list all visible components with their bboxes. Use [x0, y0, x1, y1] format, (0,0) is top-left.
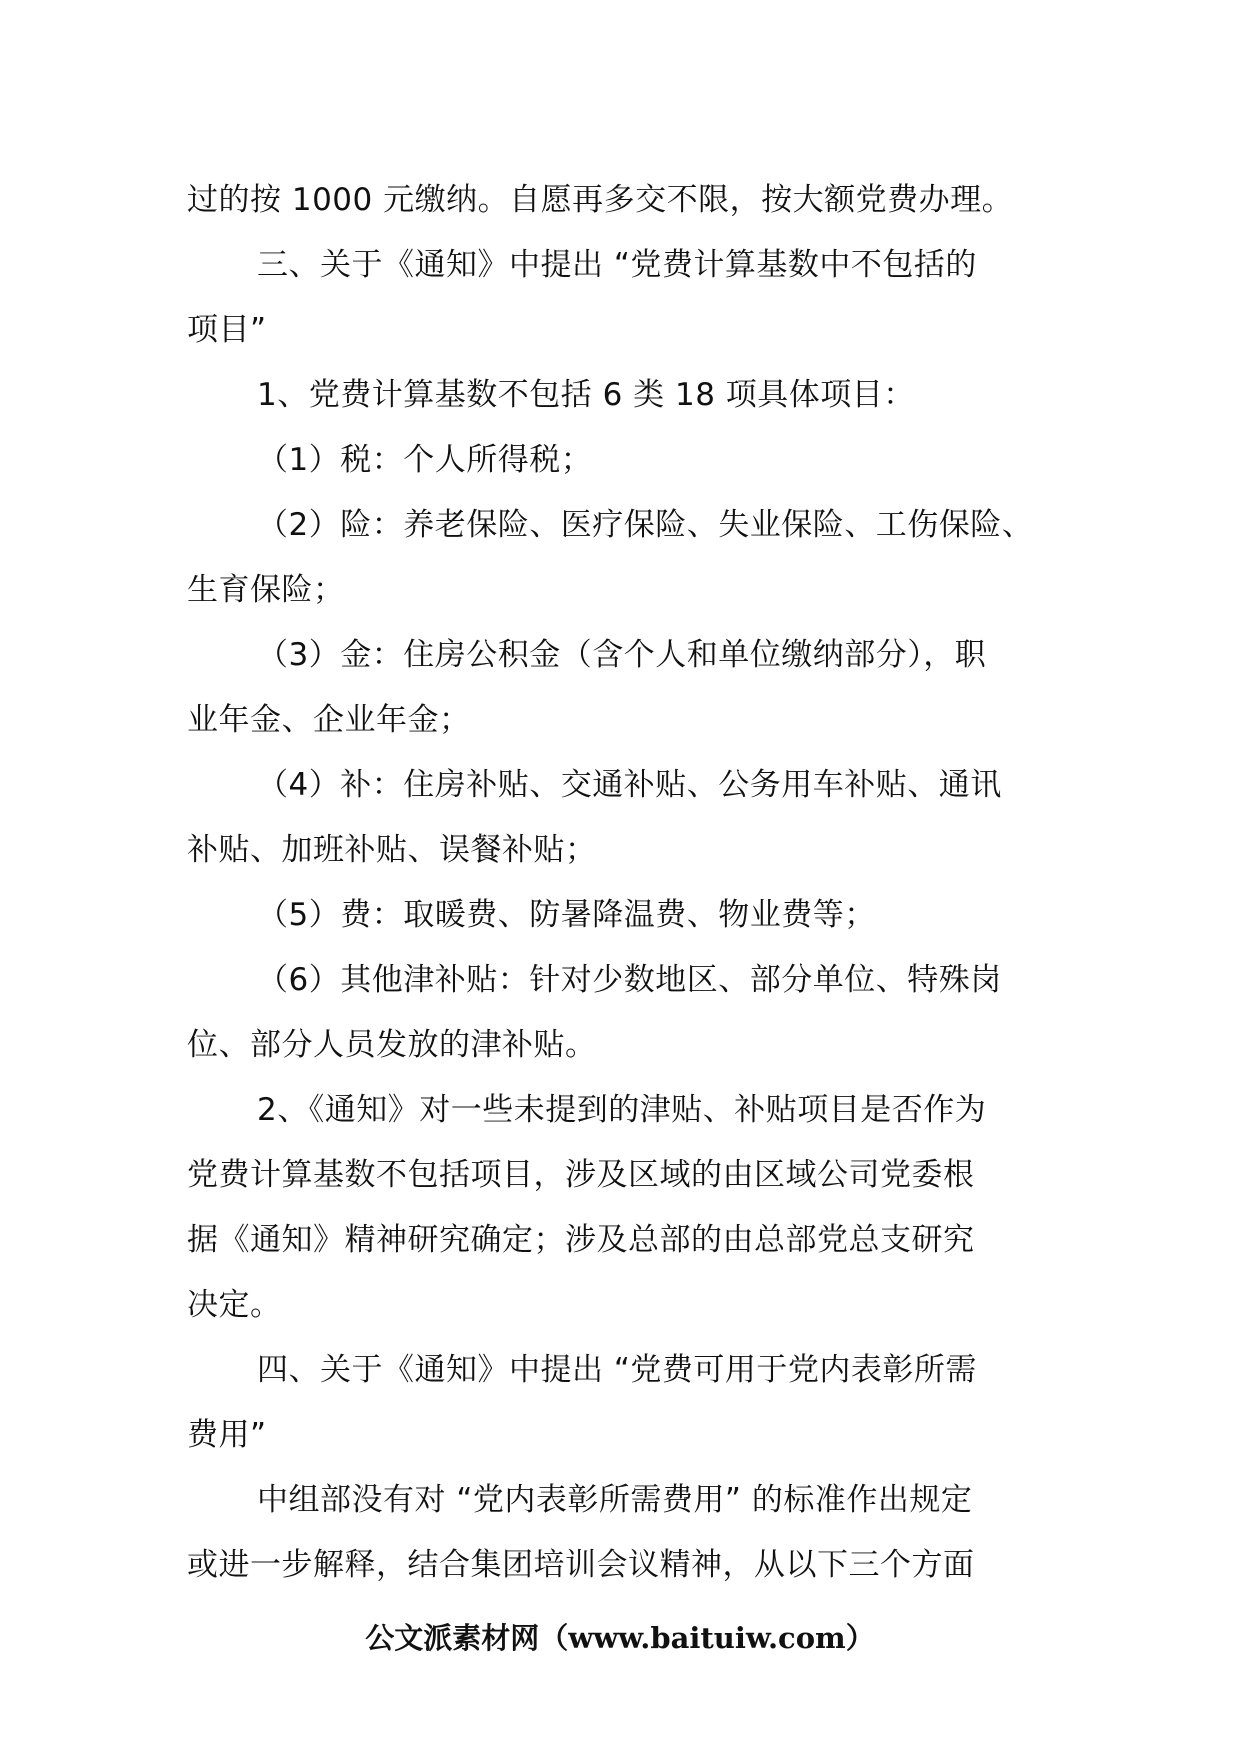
- sub-item-tax: （1）税：个人所得税；: [257, 442, 593, 478]
- footer-watermark: 公文派素材网（www.baituiw.com）: [365, 1621, 875, 1655]
- sub-item-subsidy: （4）补：住房补贴、交通补贴、公务用车补贴、通讯: [257, 767, 1002, 803]
- paragraph-start: 中组部没有对 “党内表彰所需费用” 的标准作出规定: [257, 1482, 973, 1518]
- sub-item-insurance: （2）险：养老保险、医疗保险、失业保险、工伤保险、: [257, 507, 1034, 543]
- list-item-2: 2、《通知》对一些未提到的津贴、补贴项目是否作为: [257, 1092, 987, 1128]
- section-heading-4: 四、关于《通知》中提出 “党费可用于党内表彰所需: [257, 1352, 977, 1388]
- text-line: 据《通知》精神研究确定；涉及总部的由总部党总支研究: [187, 1222, 975, 1258]
- sub-item-other: （6）其他津补贴：针对少数地区、部分单位、特殊岗: [257, 962, 1002, 998]
- document-body: [187, 168, 1067, 1598]
- text-line: 生育保险；: [187, 572, 345, 608]
- sub-item-fund: （3）金：住房公积金（含个人和单位缴纳部分），职: [257, 637, 987, 673]
- text-line: 费用”: [187, 1417, 267, 1453]
- text-line: 业年金、企业年金；: [187, 702, 471, 738]
- text-line: 项目”: [187, 312, 267, 348]
- sub-item-fees: （5）费：取暖费、防暑降温费、物业费等；: [257, 897, 876, 933]
- text-line: 补贴、加班补贴、误餐补贴；: [187, 832, 597, 868]
- text-line: 决定。: [187, 1287, 282, 1323]
- text-line: 过的按 1000 元缴纳。自愿再多交不限，按大额党费办理。: [187, 182, 1014, 218]
- text-line: 党费计算基数不包括项目，涉及区域的由区域公司党委根: [187, 1157, 975, 1193]
- section-heading-3: 三、关于《通知》中提出 “党费计算基数中不包括的: [257, 247, 977, 283]
- text-line: 或进一步解释，结合集团培训会议精神，从以下三个方面: [187, 1547, 975, 1583]
- list-item-1: 1、党费计算基数不包括 6 类 18 项具体项目：: [257, 377, 915, 413]
- text-line: 位、部分人员发放的津补贴。: [187, 1027, 597, 1063]
